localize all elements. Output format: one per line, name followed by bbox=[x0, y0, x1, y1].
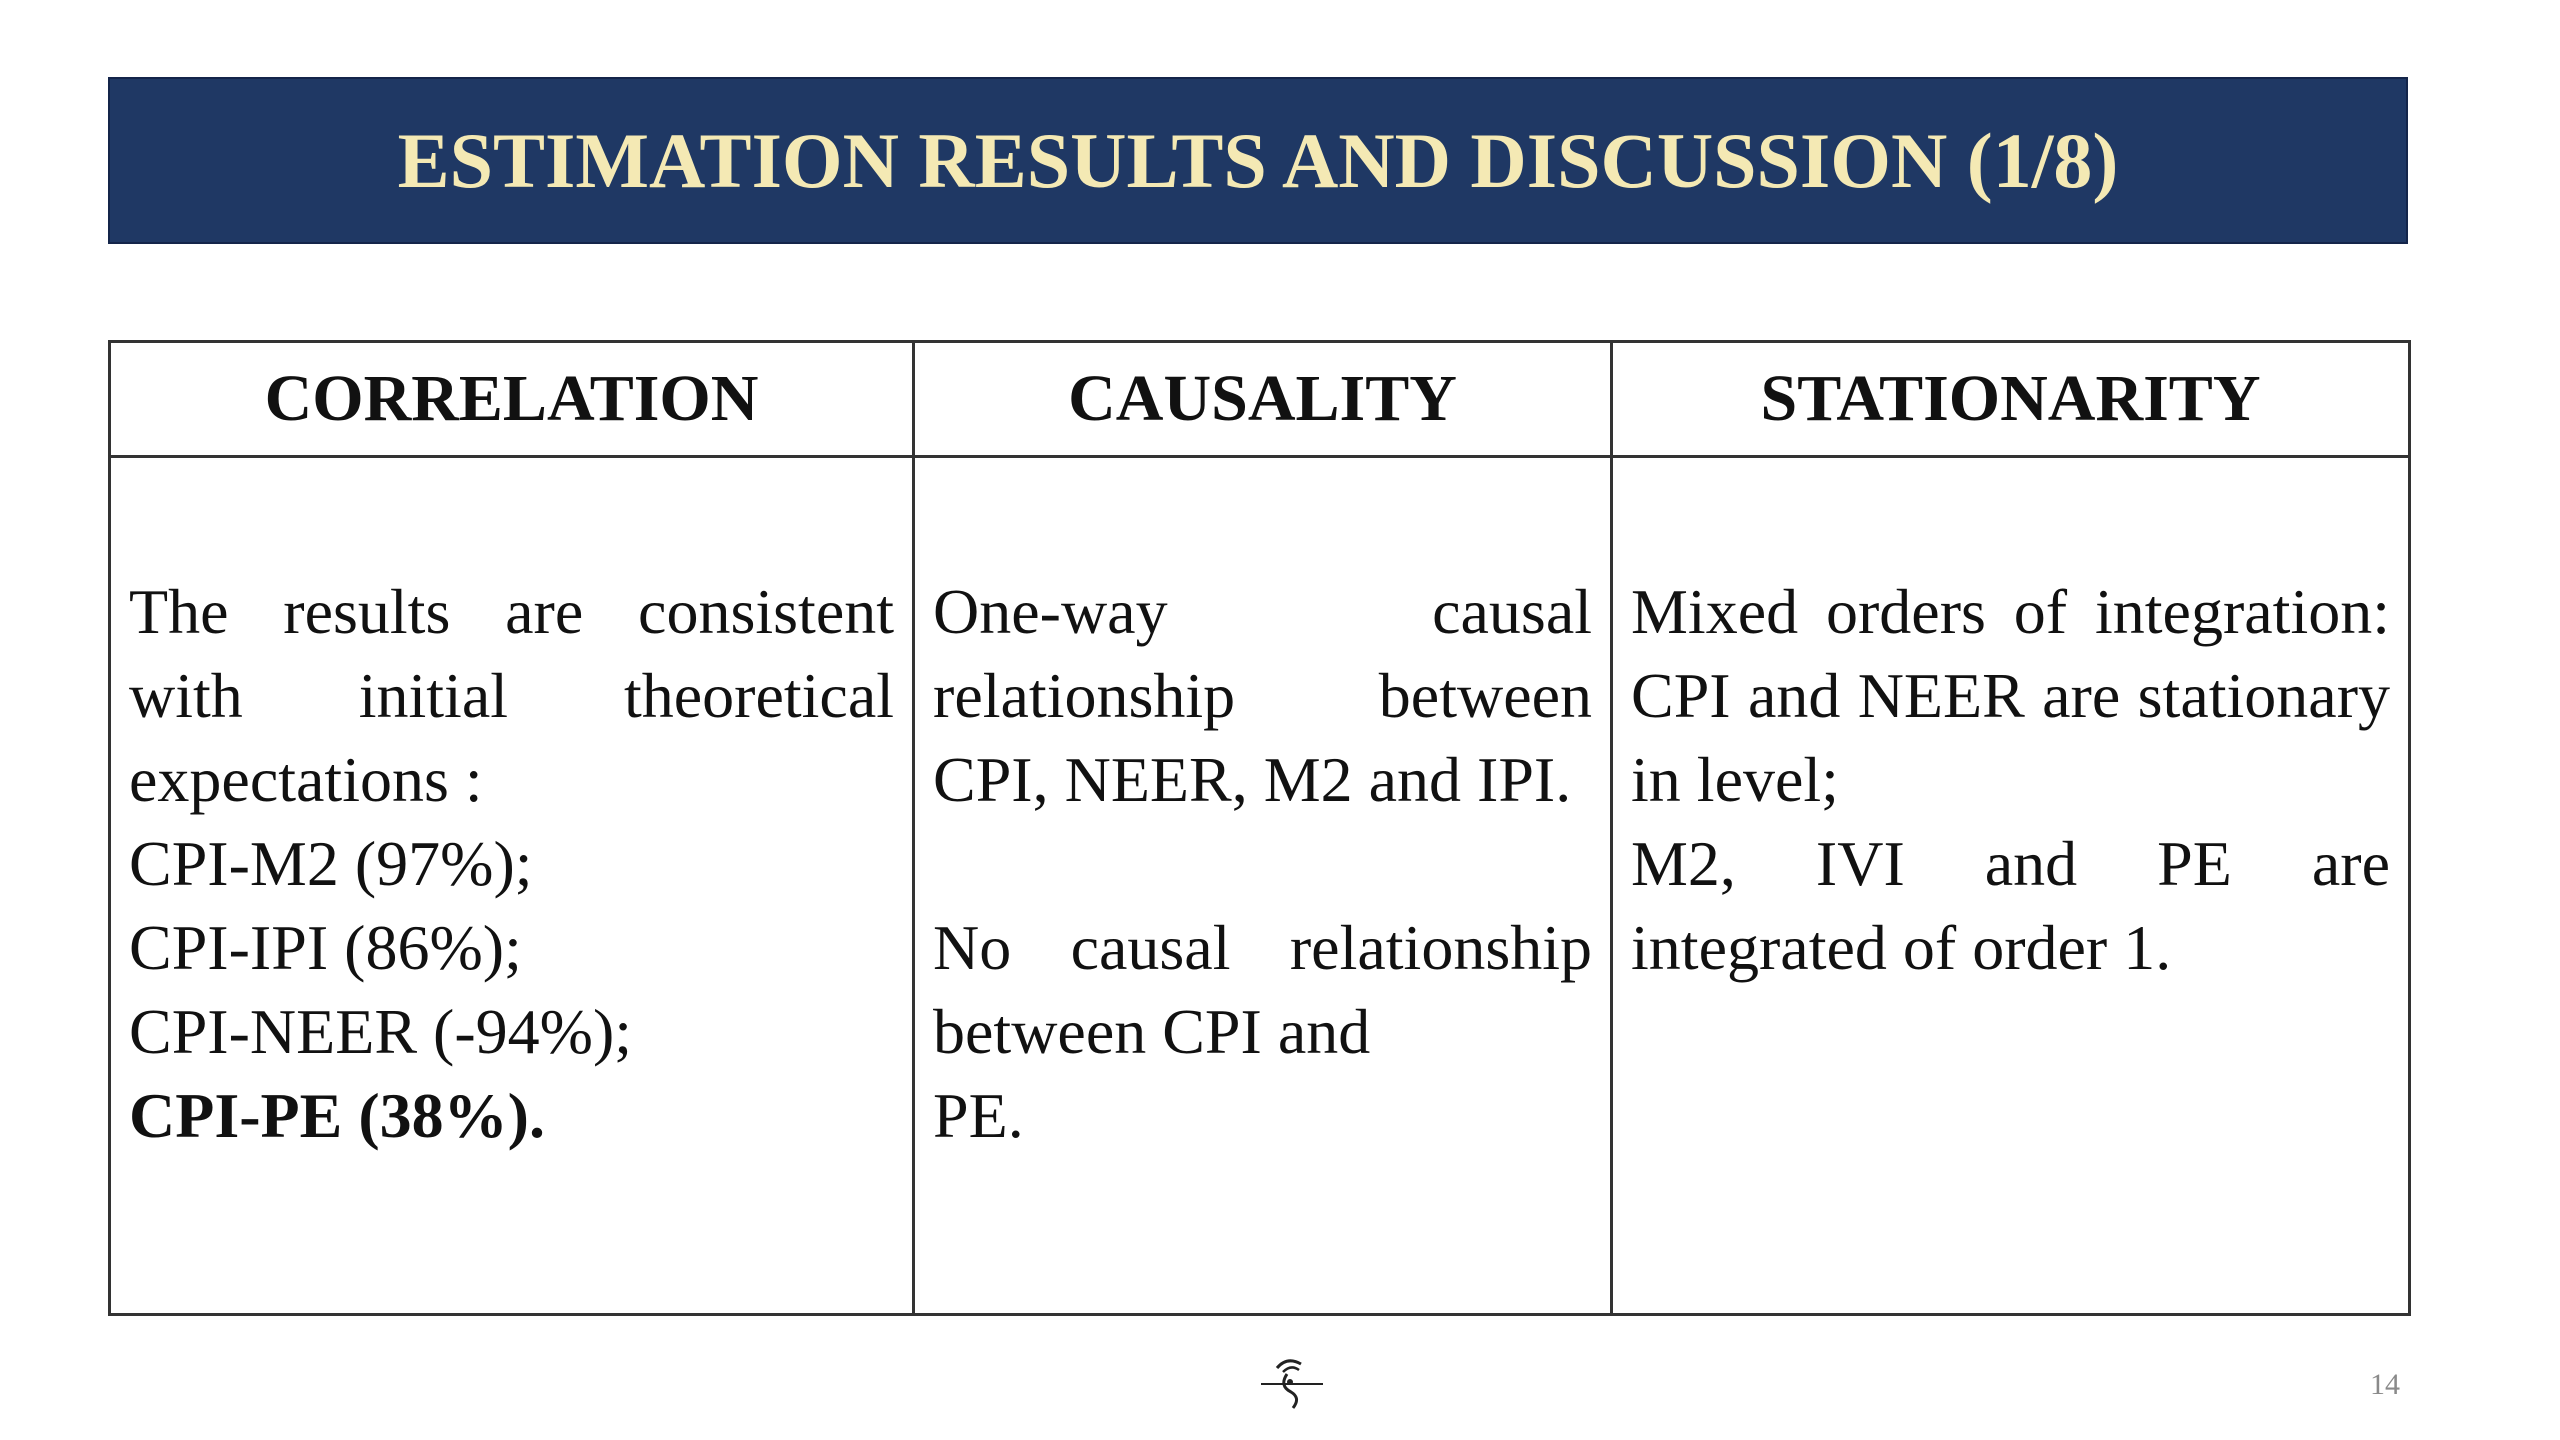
stationarity-cell bbox=[1612, 457, 2410, 1315]
correlation-item-cpi-neer: CPI-NEER (-94%); bbox=[129, 996, 633, 1067]
causality-paragraph-1: One-way causal relationship between CPI, NEER, M2 and IPI. bbox=[933, 576, 1592, 815]
causality-paragraph-2-end: PE. bbox=[933, 1080, 1024, 1151]
causality-paragraph-2: No causal relationship between CPI and bbox=[933, 912, 1592, 1067]
causality-cell bbox=[914, 457, 1612, 1315]
header-correlation: CORRELATION bbox=[110, 342, 914, 457]
title-banner bbox=[108, 77, 2408, 244]
correlation-cell bbox=[110, 457, 914, 1315]
institution-logo-icon bbox=[1257, 1352, 1327, 1412]
table-header-row bbox=[110, 342, 2410, 457]
correlation-item-cpi-pe: CPI-PE (38%). bbox=[129, 1080, 545, 1151]
slide-title: ESTIMATION RESULTS AND DISCUSSION (1/8) bbox=[397, 116, 2119, 204]
header-causality: CAUSALITY bbox=[914, 342, 1612, 457]
page-number: 14 bbox=[2370, 1368, 2400, 1401]
stationarity-paragraph-2: M2, IVI and PE are integrated of order 1. bbox=[1631, 828, 2390, 983]
stationarity-paragraph-1: Mixed orders of integration: CPI and NEER are stationary in level; bbox=[1631, 576, 2390, 815]
correlation-item-cpi-ipi: CPI-IPI (86%); bbox=[129, 912, 522, 983]
correlation-intro: The results are consistent with initial theoretical expectations : bbox=[129, 576, 894, 815]
table-body-row bbox=[110, 457, 2410, 1315]
results-table bbox=[108, 340, 2411, 1316]
correlation-item-cpi-m2: CPI-M2 (97%); bbox=[129, 828, 533, 899]
paragraph-spacer bbox=[933, 822, 1592, 906]
header-stationarity: STATIONARITY bbox=[1612, 342, 2410, 457]
